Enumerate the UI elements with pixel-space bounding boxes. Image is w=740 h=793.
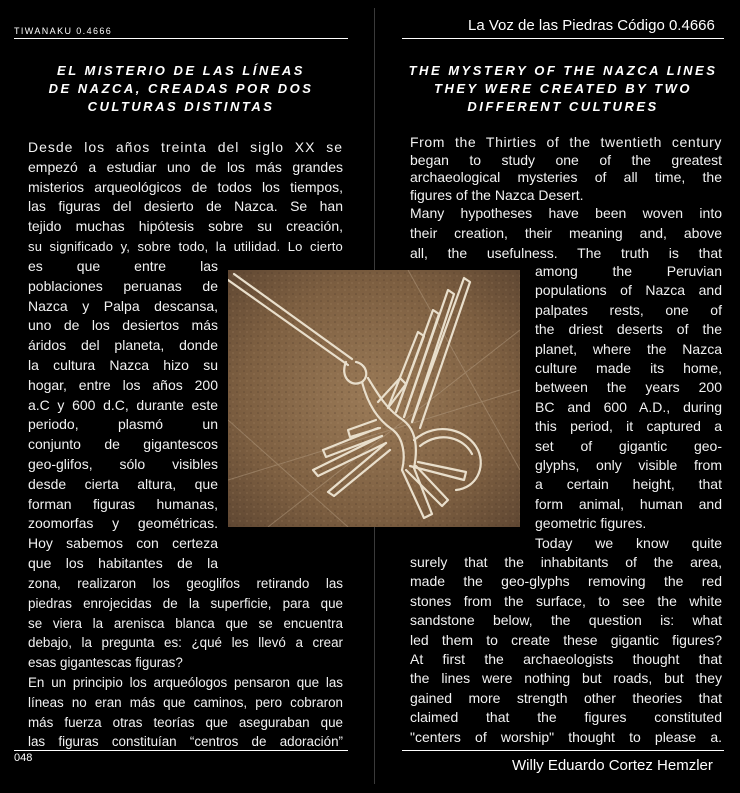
english-body-top-2: Many hypotheses have been woven into their creation, their meaning and, above all, the usefulness. The truth is that xyxy=(410,205,722,261)
english-body-side: among the Peruvian populations of Nazca and palpates rests, one of the driest deserts of the planet, where the Nazca culture made its home, between the years 200 BC and 600 A.D., during this period, it captured a set of gigantic geo- glyphs, only visible from a certain height, that form animal, human and geometric figures. Today we know quite xyxy=(535,263,722,551)
section-header: La Voz de las Piedras Código 0.4666 xyxy=(468,17,715,34)
footer-rule-left xyxy=(14,750,348,751)
spanish-body-side: es que entre las poblaciones peruanas de Nazca y Palpa descansa, uno de los desiertos más áridos del planeta, donde la cultura Nazca hizo su hogar, entre los años 200 a.C y 600 d.C, durante este periodo, plasmó un conjunto de gigantescos geo-glifos, sólo visibles desde cierta altura, que forman figuras humanas, zoomorfas y geométricas. Hoy sabemos con certeza que los habitantes de la xyxy=(28,258,218,571)
footer-rule-right xyxy=(402,750,724,751)
header-rule-right xyxy=(402,38,724,39)
english-body-bottom: surely that the inhabitants of the area, made the geo-glyphs removing the red stones from the surface, to see the white sandstone below, the question is: what led them to create these gigantic figures? At first the archaeologists thought that the lines were nothing but roads, but they gained more strength other theories that claimed that the figures constituted "centers of worship" thought to please a. xyxy=(410,554,722,745)
spanish-body-bottom: zona, realizaron los geoglifos retirando las piedras enrojecidas de la superficie, para que se viera la arenisca blanca que se encuentra debajo, la pregunta es: ¿qué les llevó a crear esas gigantescas figuras? En un principio los arqueólogos pensaron que las líneas no eran más que caminos, pero cobraron más fuerza otras teorías que aseguraban que las figuras constituían “centros de adoración” xyxy=(28,576,343,750)
english-body-top: From the Thirties of the twentieth century began to study one of the greatest archaeological mysteries of all time, the figures of the Nazca Desert. xyxy=(410,134,722,203)
page-number: 048 xyxy=(14,752,33,764)
spanish-title: EL MISTERIO DE LAS LÍNEAS DE NAZCA, CREADAS POR DOS CULTURAS DISTINTAS xyxy=(48,63,314,114)
english-title: THE MYSTERY OF THE NAZCA LINES THEY WERE CREATED BY TWO DIFFERENT CULTURES xyxy=(408,63,718,114)
magazine-header: TIWANAKU 0.4666 xyxy=(14,26,113,36)
spanish-body-top: Desde los años treinta del siglo XX se empezó a estudiar uno de los más grandes misterios arqueológicos de todos los tiempos, las figuras del desierto de Nazca. Se han tejido muchas hipótesis sobre su creación, su significado y, sobre todo, la utilidad. Lo cierto xyxy=(28,139,343,254)
nazca-hummingbird-photo xyxy=(228,270,520,527)
hummingbird-geoglyph-image xyxy=(228,270,520,527)
author-name: Willy Eduardo Cortez Hemzler xyxy=(512,757,713,774)
header-rule-left xyxy=(14,38,348,39)
